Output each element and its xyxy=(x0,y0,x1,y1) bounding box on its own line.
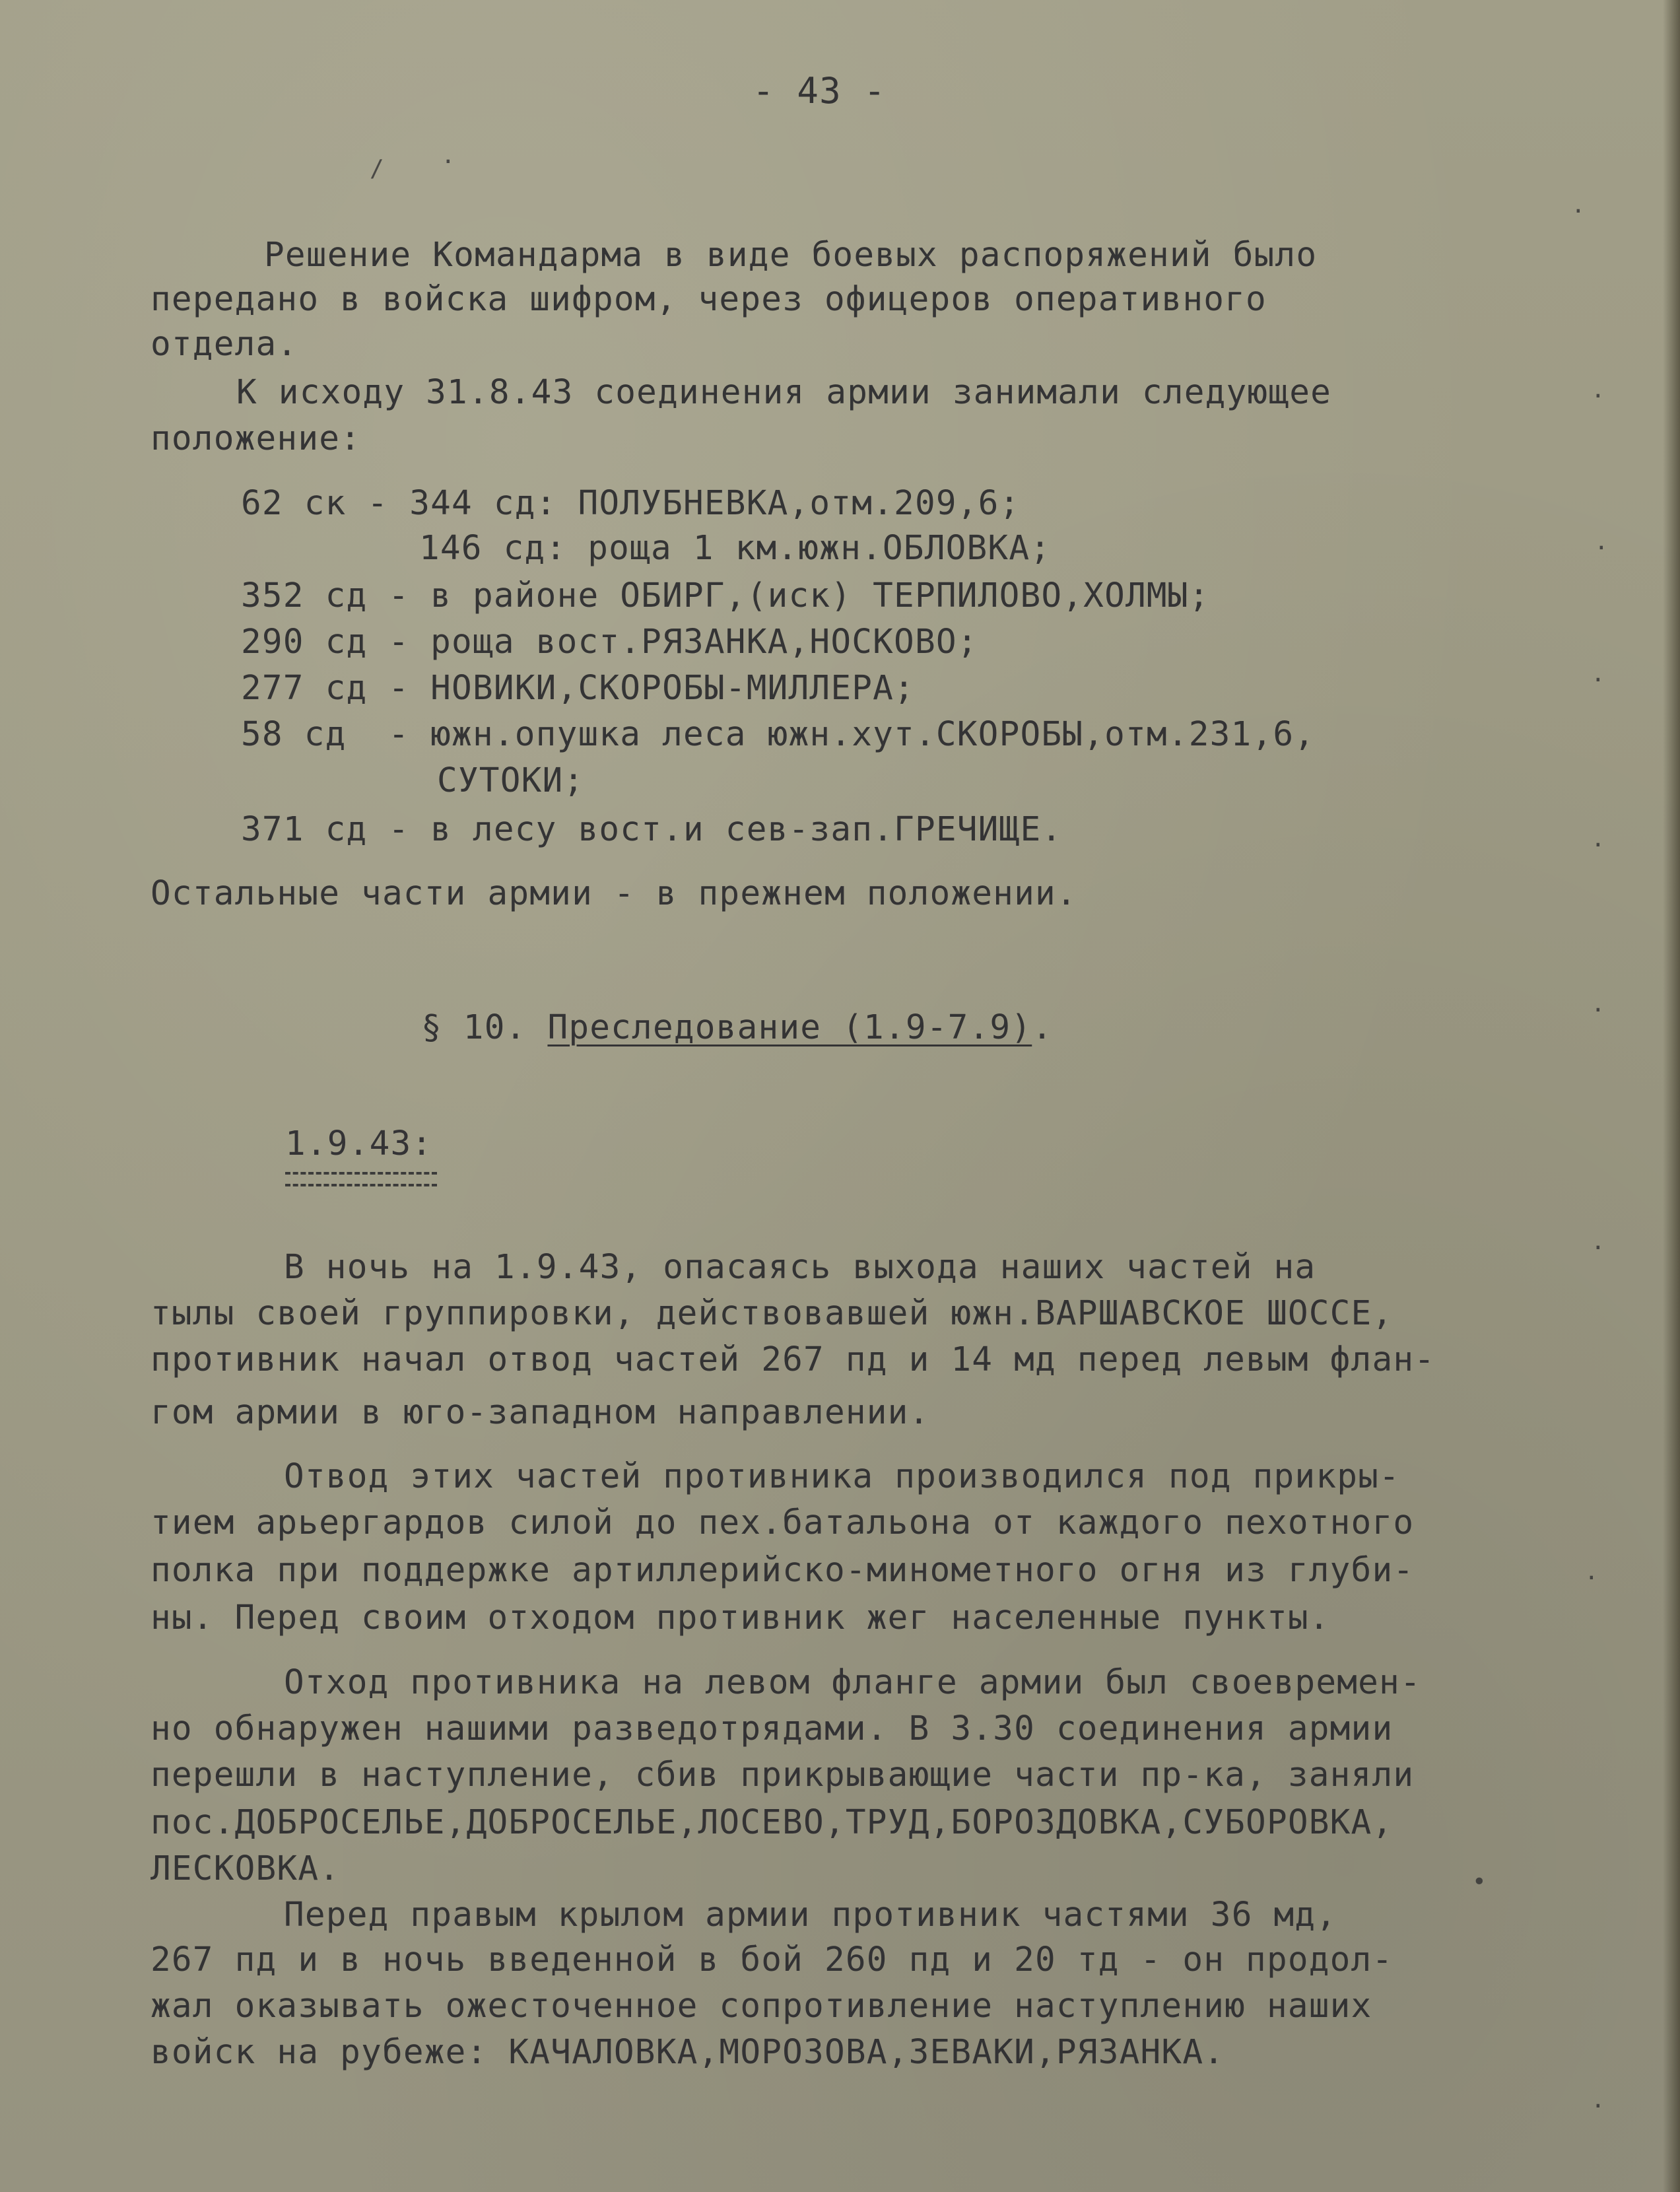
margin-speck: · xyxy=(1591,2093,1605,2120)
position-line-8: 371 сд - в лесу вост.и сев-зап.ГРЕЧИЩЕ. xyxy=(241,810,1063,849)
position-line-6: 58 сд - южн.опушка леса южн.хут.СКОРОБЫ,отм.231,6, xyxy=(241,715,1316,754)
margin-speck: · xyxy=(1591,997,1605,1024)
margin-speck: · xyxy=(1571,198,1586,225)
intro-line-1: Решение Командарма в виде боевых распоряжений было xyxy=(264,236,1318,275)
margin-speck: · xyxy=(1591,667,1605,694)
intro-line-4: К исходу 31.8.43 соединения армии занимали следующее xyxy=(236,373,1332,412)
para3-line-3: перешли в наступление, сбив прикрывающие части пр-ка, заняли xyxy=(151,1756,1415,1795)
date-heading: 1.9.43: xyxy=(285,1124,433,1163)
position-line-2: 146 сд: роща 1 км.южн.ОБЛОВКА; xyxy=(419,529,1052,568)
para2-line-4: ны. Перед своим отходом противник жег населенные пункты. xyxy=(151,1598,1330,1637)
para4-line-4: войск на рубеже: КАЧАЛОВКА,МОРОЗОВА,ЗЕВАКИ,РЯЗАНКА. xyxy=(151,2033,1225,2072)
position-line-1: 62 ск - 344 сд: ПОЛУБНЕВКА,отм.209,6; xyxy=(241,484,1021,523)
para4-line-2: 267 пд и в ночь введенной в бой 260 пд и 20 тд - он продол- xyxy=(151,1940,1394,1979)
position-line-4: 290 сд - роща вост.РЯЗАНКА,НОСКОВО; xyxy=(241,623,978,662)
para1-line-3: противник начал отвод частей 267 пд и 14 мд перед левым флан- xyxy=(151,1340,1436,1379)
margin-speck: · xyxy=(1591,832,1605,859)
para2-line-2: тием арьергардов силой до пех.батальона от каждого пехотного xyxy=(151,1503,1415,1542)
para4-line-3: жал оказывать ожесточенное сопротивление наступлению наших xyxy=(151,1987,1372,2026)
date-heading-double-underline xyxy=(285,1172,437,1186)
page-edge-shadow xyxy=(1663,0,1680,2192)
position-line-3: 352 сд - в районе ОБИРГ,(иск) ТЕРПИЛОВО,ХОЛМЫ; xyxy=(241,576,1210,615)
para3-line-2: но обнаружен нашими разведотрядами. В 3.30 соединения армии xyxy=(151,1709,1394,1748)
intro-line-2: передано в войска шифром, через офицеров оперативного xyxy=(151,280,1267,319)
position-line-5: 277 сд - НОВИКИ,СКОРОБЫ-МИЛЛЕРА; xyxy=(241,669,915,708)
section-suffix: . xyxy=(1032,1008,1054,1047)
para3-line-1: Отход противника на левом фланге армии был своевремен- xyxy=(284,1663,1421,1702)
positions-footer: Остальные части армии - в прежнем положении. xyxy=(151,874,1077,913)
margin-speck: · xyxy=(1594,535,1609,562)
para4-line-1: Перед правым крылом армии противник частями 36 мд, xyxy=(284,1896,1337,1935)
para1-line-1: В ночь на 1.9.43, опасаясь выхода наших частей на xyxy=(284,1248,1316,1287)
section-prefix: § 10. xyxy=(421,1008,527,1047)
intro-line-5: положение: xyxy=(151,419,362,458)
margin-speck: · xyxy=(1591,383,1605,410)
para3-line-4: пос.ДОБРОСЕЛЬЕ,ДОБРОСЕЛЬЕ,ЛОСЕВО,ТРУД,БОРОЗДОВКА,СУБОРОВКА, xyxy=(151,1803,1394,1842)
margin-speck: / xyxy=(370,155,384,182)
para2-line-1: Отвод этих частей противника производился под прикры- xyxy=(284,1457,1400,1496)
para1-line-2: тылы своей группировки, действовавшей южн.ВАРШАВСКОЕ ШОССЕ, xyxy=(151,1294,1394,1333)
para3-line-5: ЛЕСКОВКА. xyxy=(151,1849,341,1888)
margin-speck: · xyxy=(1584,1565,1599,1592)
section-heading xyxy=(421,1008,1053,1048)
position-line-7: СУТОКИ; xyxy=(437,761,585,800)
intro-line-3: отдела. xyxy=(151,325,298,364)
margin-speck: · xyxy=(1591,1235,1605,1262)
section-title: Преследование (1.9-7.9) xyxy=(547,1008,1032,1047)
margin-speck: • xyxy=(1472,1868,1487,1896)
margin-speck: · xyxy=(441,149,455,176)
para1-line-4: гом армии в юго-западном направлении. xyxy=(151,1393,930,1432)
para2-line-3: полка при поддержке артиллерийско-минометного огня из глуби- xyxy=(151,1551,1415,1590)
page-number: - 43 - xyxy=(753,70,887,112)
